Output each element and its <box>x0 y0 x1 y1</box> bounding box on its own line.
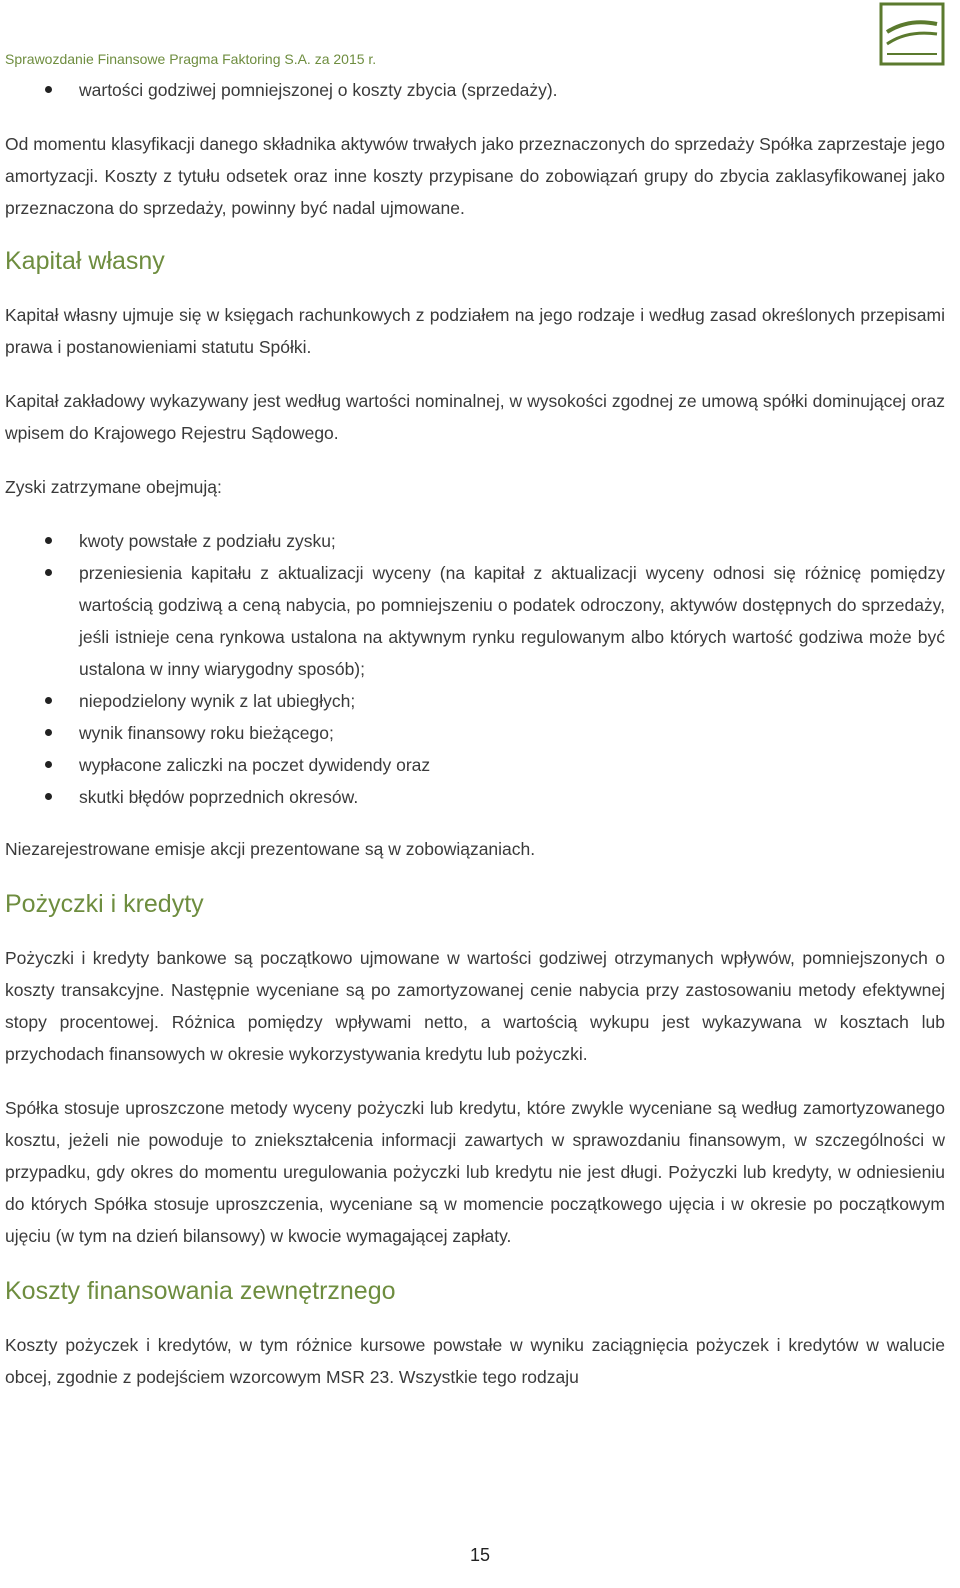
equity-paragraph-1: Kapitał własny ujmuje się w księgach rachunkowych z podziałem na jego rodzaje i według zasad określonych przepisami prawa i postanowieniami statutu Spółki. <box>5 305 945 357</box>
list-item: wynik finansowy roku bieżącego; <box>5 717 945 749</box>
bullet-icon <box>45 729 52 736</box>
bullet-icon <box>45 569 52 576</box>
intro-bullet-list <box>5 74 945 106</box>
list-item: wypłacone zaliczki na poczet dywidendy oraz <box>5 749 945 781</box>
loans-paragraph-2: Spółka stosuje uproszczone metody wyceny pożyczki lub kredytu, które zwykle wyceniane są według zamortyzowanego kosztu, jeżeli nie powoduje to zniekształcenia informacji zawartych w sprawozdaniu finansowym, w szczególności w przypadku, gdy okres do momentu uregulowania pożyczki lub kredytu nie jest długi. Pożyczki lub kredyty, w odniesieniu do których Spółka stosuje uproszczenia, wyceniane są w momencie początkowego ujęcia i w okresie po początkowym ujęciu (w tym na dzień bilansowy) w kwocie wymagającej zapłaty. <box>5 1098 945 1246</box>
intro-paragraph: Od momentu klasyfikacji danego składnika aktywów trwałych jako przeznaczonych do sprzedaży Spółka zaprzestaje jego amortyzacji. Koszty z tytułu odsetek oraz inne koszty przypisane do zobowiązań grupy do zbycia zaklasyfikowanej jako przeznaczona do sprzedaży, powinny być nadal ujmowane. <box>5 134 945 218</box>
equity-paragraph-4: Niezarejestrowane emisje akcji prezentowane są w zobowiązaniach. <box>5 839 536 859</box>
equity-paragraph-3: Zyski zatrzymane obejmują: <box>5 477 222 497</box>
heading-financing-costs: Koszty finansowania zewnętrznego <box>5 1277 396 1305</box>
equity-paragraph-2: Kapitał zakładowy wykazywany jest według wartości nominalnej, w wysokości zgodnej ze umową spółki dominującej oraz wpisem do Krajowego Rejestru Sądowego. <box>5 391 945 443</box>
list-item: kwoty powstałe z podziału zysku; <box>5 525 945 557</box>
list-item: wartości godziwej pomniejszonej o koszty zbycia (sprzedaży). <box>5 74 945 106</box>
page-number: 15 <box>469 1545 491 1565</box>
bullet-icon <box>45 761 52 768</box>
bullet-icon <box>45 697 52 704</box>
pragma-logo-icon <box>879 2 945 66</box>
list-item: niepodzielony wynik z lat ubiegłych; <box>5 685 945 717</box>
bullet-icon <box>45 86 52 93</box>
financing-paragraph-1: Koszty pożyczek i kredytów, w tym różnice kursowe powstałe w wyniku zaciągnięcia pożyczek i kredytów w walucie obcej, zgodnie z podejściem wzorcowym MSR 23. Wszystkie tego rodzaju <box>5 1335 945 1387</box>
running-header: Sprawozdanie Finansowe Pragma Faktoring S.A. za 2015 r. <box>5 51 377 67</box>
heading-loans: Pożyczki i kredyty <box>5 890 204 918</box>
main-content <box>5 74 945 1393</box>
list-item: skutki błędów poprzednich okresów. <box>5 781 945 813</box>
bullet-icon <box>45 793 52 800</box>
list-item: przeniesienia kapitału z aktualizacji wyceny (na kapitał z aktualizacji wyceny odnosi się różnicę pomiędzy wartością godziwą a ceną nabycia, po pomniejszeniu o podatek odroczony, aktywów dostępnych do sprzedaży, jeśli istnieje cena rynkowa ustalona na aktywnym rynku regulowanym albo których wartość godziwa może być ustalona w inny wiarygodny sposób); <box>5 557 945 685</box>
heading-equity: Kapitał własny <box>5 247 165 275</box>
retained-earnings-list <box>5 525 945 813</box>
loans-paragraph-1: Pożyczki i kredyty bankowe są początkowo ujmowane w wartości godziwej otrzymanych wpływów, pomniejszonych o koszty transakcyjne. Następnie wyceniane są po zamortyzowanej cenie nabycia przy zastosowaniu metody efektywnej stopy procentowej. Różnica pomiędzy wpływami netto, a wartością wykupu jest wykazywana w kosztach lub przychodach finansowych w okresie wykorzystywania kredytu lub pożyczki. <box>5 948 945 1064</box>
bullet-icon <box>45 537 52 544</box>
